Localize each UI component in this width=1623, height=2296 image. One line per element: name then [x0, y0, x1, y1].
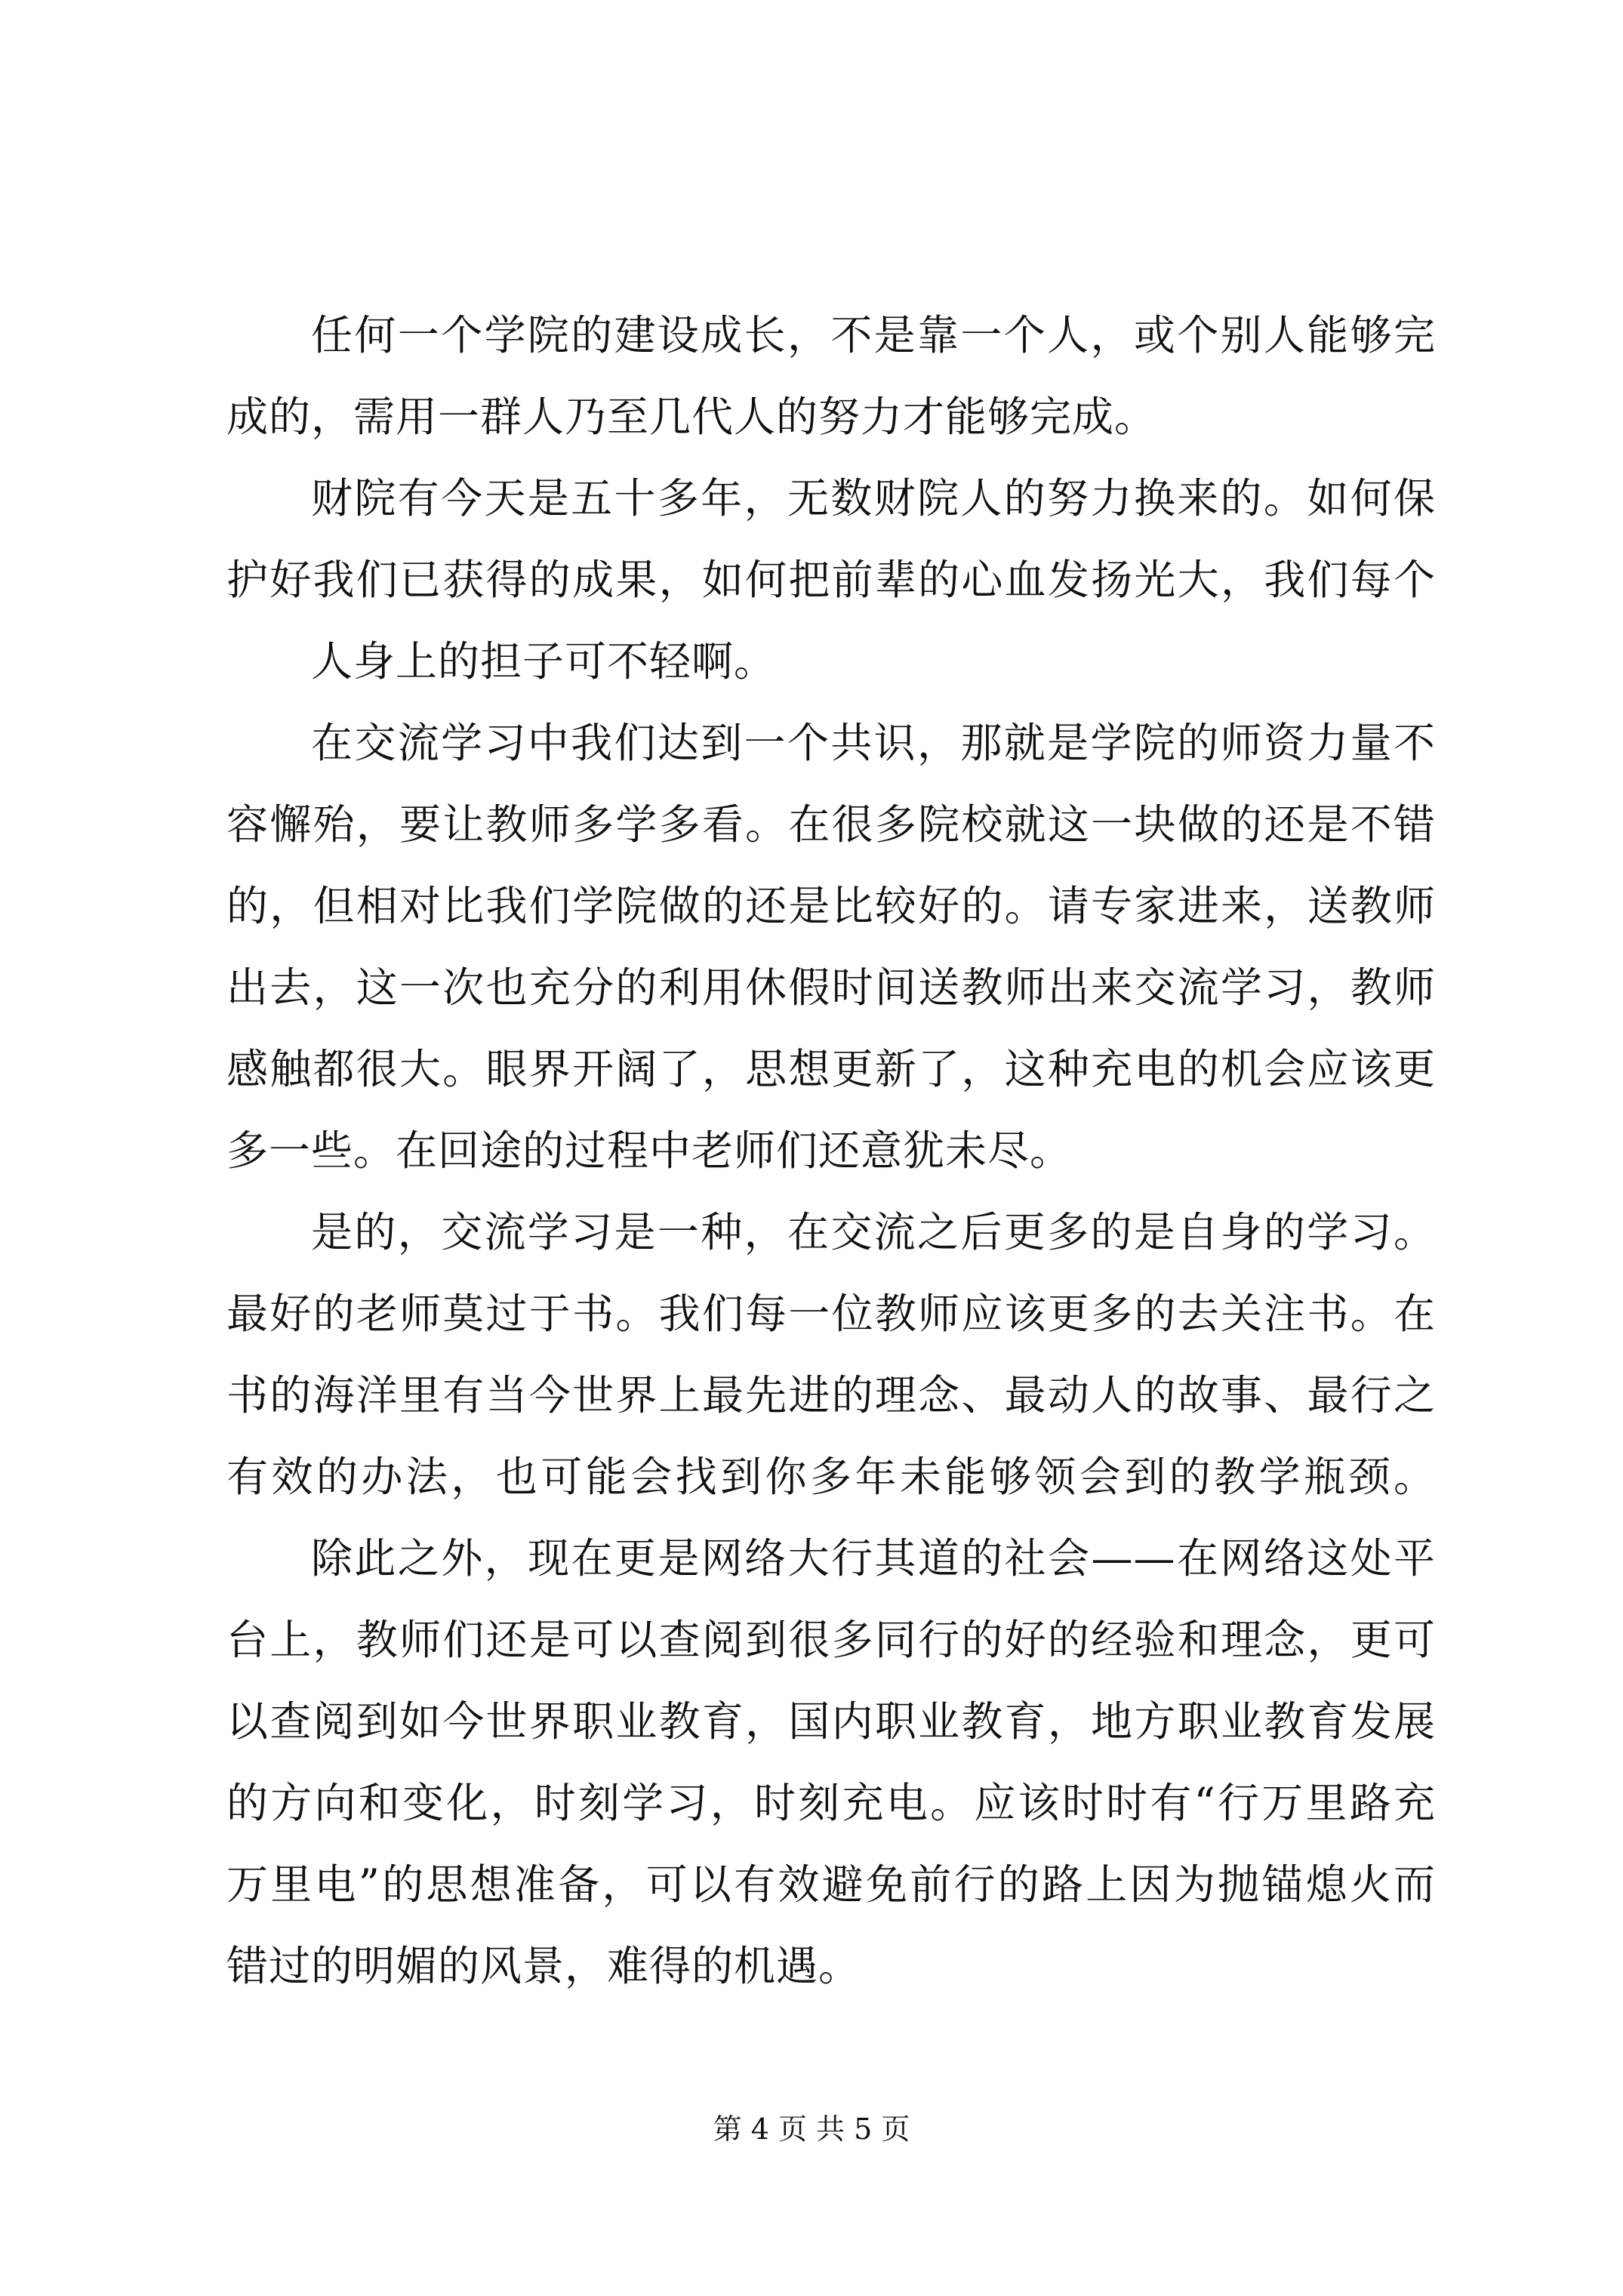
- text-line: 任何一个学院的建设成长，不是靠一个人，或个别人能够完: [311, 311, 1436, 359]
- text-line: 的方向和变化，时刻学习，时刻充电。应该时时有“行万里路充: [226, 1779, 1436, 1827]
- text-line: 台上，教师们还是可以查阅到很多同行的好的经验和理念，更可: [226, 1616, 1436, 1664]
- text-line: 容懈殆，要让教师多学多看。在很多院校就这一块做的还是不错: [226, 800, 1436, 849]
- page-footer: 第 4 页 共 5 页: [713, 2113, 910, 2146]
- text-line: 感触都很大。眼界开阔了，思想更新了，这种充电的机会应该更: [226, 1045, 1436, 1093]
- text-line: 除此之外，现在更是网络大行其道的社会——在网络这处平: [311, 1534, 1436, 1583]
- text-line: 在交流学习中我们达到一个共识，那就是学院的师资力量不: [311, 719, 1436, 767]
- text-line: 以查阅到如今世界职业教育，国内职业教育，地方职业教育发展: [226, 1697, 1436, 1746]
- text-line: 错过的明媚的风景，难得的机遇。: [226, 1942, 861, 1990]
- text-line: 书的海洋里有当今世界上最先进的理念、最动人的故事、最行之: [226, 1371, 1436, 1419]
- text-line: 的，但相对比我们学院做的还是比较好的。请专家进来，送教师: [226, 882, 1436, 930]
- text-line: 出去，这一次也充分的利用休假时间送教师出来交流学习，教师: [226, 963, 1436, 1012]
- text-line: 是的，交流学习是一种，在交流之后更多的是自身的学习。: [311, 1208, 1436, 1256]
- body-text: [226, 294, 1436, 2007]
- text-line: 护好我们已获得的成果，如何把前辈的心血发扬光大，我们每个: [226, 556, 1436, 604]
- text-line: 财院有今天是五十多年，无数财院人的努力换来的。如何保: [311, 474, 1436, 522]
- text-line: 人身上的担子可不轻啊。: [311, 637, 777, 686]
- text-line: 万里电”的思想准备，可以有效避免前行的路上因为抛锚熄火而: [226, 1860, 1436, 1909]
- text-line: 成的，需用一群人乃至几代人的努力才能够完成。: [226, 393, 1157, 441]
- text-line: 最好的老师莫过于书。我们每一位教师应该更多的去关注书。在: [226, 1290, 1436, 1338]
- text-line: 有效的办法，也可能会找到你多年未能够领会到的教学瓶颈。: [226, 1453, 1436, 1501]
- text-line: 多一些。在回途的过程中老师们还意犹未尽。: [226, 1126, 1073, 1175]
